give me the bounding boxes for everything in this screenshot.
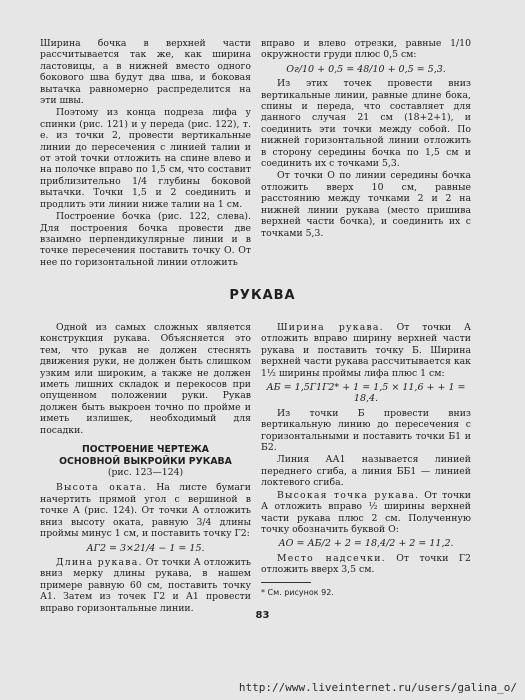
paragraph: От точки О по линии середины бочка отложить вверх 10 см, равные расстоянию между точками 2 и 2 на нижней линии рукава (место пришива верхней части бочка), и соединить их с точками 5,3.: [261, 170, 471, 239]
right-column-bottom: [261, 322, 471, 599]
term-text: От точки А отложить вправо ½ ширины верхней части рукава плюс 2 см. Полученную точку обозначить буквой О:: [261, 489, 471, 535]
term-text: На листе бумаги начертить прямой угол с вершиной в точке А (рис. 124). От точки А отложить вниз высоту оката, равную 3/4 длины проймы минус 1 см, и поставить точку Г2:: [40, 482, 251, 540]
term-text: От точки А отложить вправо ширину верхней части рукава и поставить точку Б. Ширина верхней части рукава рассчитывается как 1½ ширины проймы лифа плюс 1 см:: [261, 322, 471, 379]
section-title-line1: ПОСТРОЕНИЕ ЧЕРТЕЖА: [81, 444, 209, 456]
paragraph: [40, 482, 251, 539]
chapter-heading: РУКАВА: [229, 288, 296, 303]
term-text: От точки Г2 отложить вверх 3,5 см.: [261, 552, 471, 576]
paragraph: Из этих точек провести вниз вертикальные линии, равные длине бока, спины и переда, что составляет для данного случая 21 см (18+2+1), и соединить эти точки между собой. По нижней горизонтальной линии отложить в сторону середины бочка по 1,5 см и соединить их с точками 5,3.: [261, 78, 471, 170]
term-heading: Длина рукава.: [56, 556, 143, 568]
paragraph: Построение бочка (рис. 122, слева). Для построения бочка провести две взаимно перпендикулярные линии и в точке пересечения поставить точку О. От нее по горизонтальной линии отложить: [40, 211, 251, 268]
paragraph: Линия АА1 называется линией переднего сгиба, а линия ББ1 — линией локтевого сгиба.: [261, 454, 471, 489]
paragraph: Поэтому из конца подреза лифа у спинки (рис. 121) и у переда (рис. 122), т. е. из точки 2, провести вертикальные линии до пересечения с линией талии и от этой точки отложить на спине влево и на полочке вправо по 1,5 см, что составит приблизительно 1/4 глубины боковой вытачки. Точки 1,5 и 2 соединить и продлить эти линии ниже талии на 1 см.: [40, 107, 251, 210]
equation-sleeve-width: АБ = 1,5Г1Г2* + 1 = 1,5 × 11,6 + + 1 = 18,4.: [266, 382, 466, 405]
equation-cap-height: АГ2 = 3×21/4 − 1 = 15.: [86, 542, 205, 554]
right-column-top: [261, 38, 471, 240]
term-text: От точки А отложить вниз мерку длины рукава, в нашем примере равную 60 см, поставить точку А1. Затем из точек Г2 и А1 провести вправо горизонтальные линии.: [40, 556, 251, 614]
term-heading: Высота оката.: [56, 482, 148, 494]
left-column-top: [40, 38, 251, 269]
section-title: [40, 444, 251, 467]
paragraph: вправо и влево отрезки, равные 1/10 окружности груди плюс 0,5 см:: [261, 38, 471, 61]
page-number: 83: [255, 610, 270, 621]
equation-chest-width: Ог/10 + 0,5 = 48/10 + 0,5 = 5,3.: [286, 63, 446, 75]
section-subtitle: (рис. 123—124): [107, 467, 184, 479]
left-column-bottom: [40, 322, 251, 615]
footnote-divider: [261, 582, 311, 583]
paragraph: Из точки Б провести вниз вертикальную линию до пересечения с горизонтальными и поставить точки Б1 и Б2.: [261, 407, 471, 454]
paragraph: [261, 490, 471, 536]
term-heading: Ширина рукава.: [277, 322, 384, 333]
paragraph: Ширина бочка в верхней части рассчитывается так же, как ширина ластовицы, а в нижней вместо одного бокового шва будут два шва, и боковая вытачка равномерно распределится на эти швы.: [40, 38, 251, 107]
section-title-line2: ОСНОВНОЙ ВЫКРОЙКИ РУКАВА: [59, 455, 232, 467]
paragraph: [261, 553, 471, 576]
term-heading: Место надсечки.: [277, 552, 386, 564]
watermark-url: http://www.liveinternet.ru/users/galina_o/: [238, 681, 517, 694]
term-heading: Высокая точка рукава.: [277, 489, 420, 501]
equation-high-point: АО = АБ/2 + 2 = 18,4/2 + 2 = 11,2.: [278, 538, 454, 550]
paragraph: Одной из самых сложных является конструкция рукава. Объясняется это тем, что рукав не должен стеснять движения руки, не должен быть слишком узким или широким, а также не должен иметь лишних складок и перекосов при опущенном положении руки. Рукав должен быть выкроен точно по пройме и иметь излишек, необходимый для посадки.: [40, 322, 251, 436]
footnote: * См. рисунок 92.: [261, 587, 334, 597]
paragraph: [261, 322, 471, 379]
paragraph: [40, 557, 251, 614]
